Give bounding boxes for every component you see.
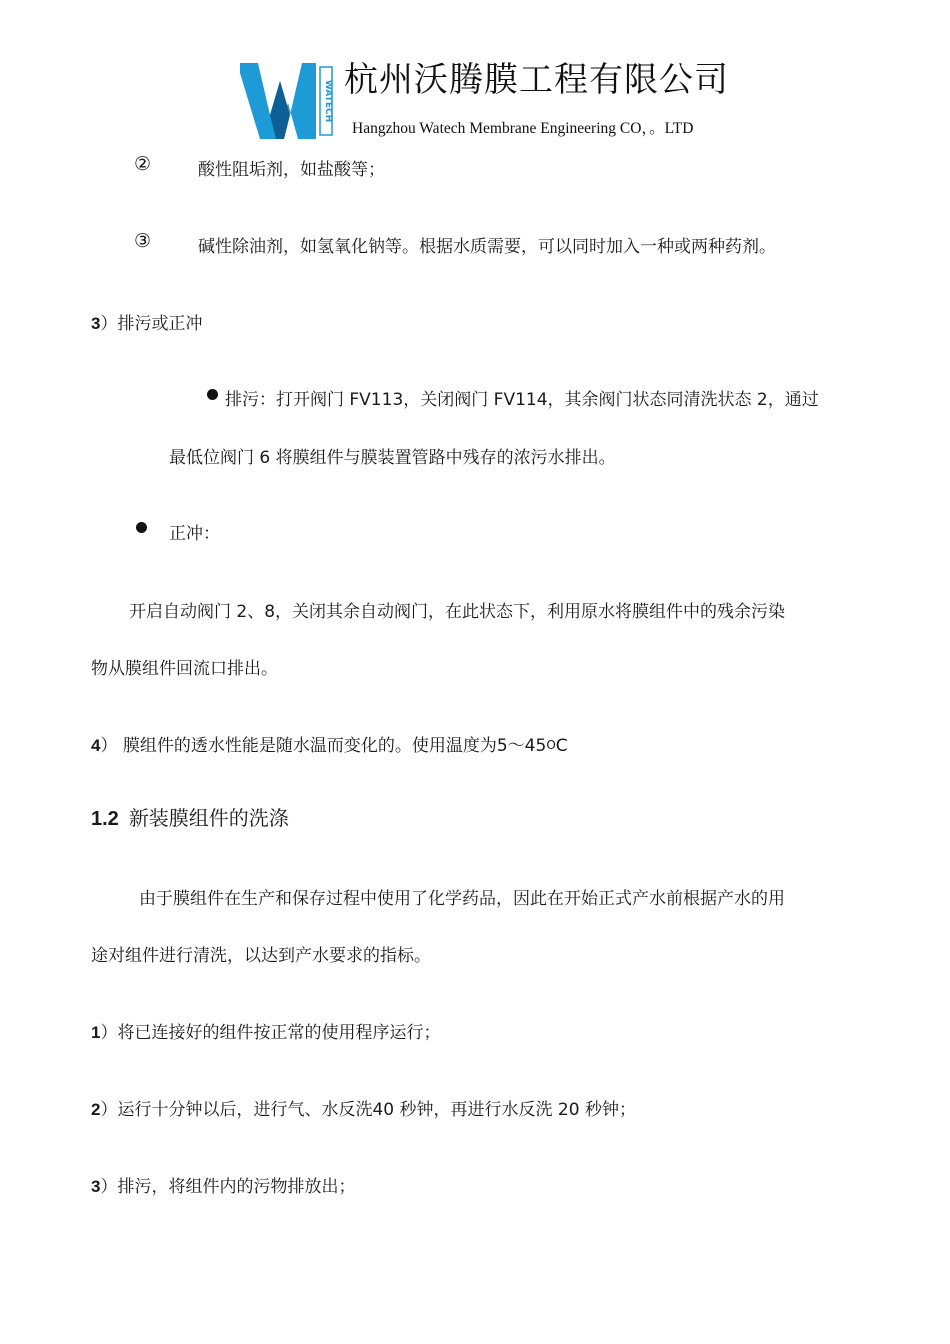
section-heading [91, 802, 289, 831]
step-text: ）将已连接好的组件按正常的使用程序运行； [100, 1023, 441, 1043]
company-name-cn: 杭州沃腾膜工程有限公司 [344, 60, 729, 100]
company-name-en: Hangzhou Watech Membrane Engineering CO，。LTD [352, 120, 694, 137]
intro-line-1: 由于膜组件在生产和保存过程中使用了化学药品，因此在开始正式产水前根据产水的用 [139, 889, 785, 909]
step-number: 3 [91, 1177, 101, 1196]
step-number: 1 [91, 1023, 101, 1042]
drain-line-1: 排污：打开阀门 FV113，关闭阀门 FV114，其余阀门状态同清洗状态 2，通过 [225, 390, 819, 410]
section-number: 1.2 [91, 808, 119, 830]
item-2-text: 酸性阻垢剂，如盐酸等； [198, 160, 385, 180]
item-2-marker: ② [134, 153, 152, 175]
list-item [91, 1018, 440, 1043]
step-text: ）运行十分钟以后，进行气、水反洗40 秒钟，再进行水反洗 20 秒钟； [100, 1100, 636, 1120]
step-4-number: 4 [91, 736, 101, 755]
item-3-marker: ③ [134, 230, 152, 252]
list-item [91, 1095, 636, 1120]
degree-symbol: O [546, 738, 556, 752]
section-title: 新装膜组件的洗涤 [128, 806, 289, 830]
step-4-text: ） 膜组件的透水性能是随水温而变化的。使用温度为5～45 [100, 736, 547, 756]
list-item [91, 1172, 355, 1197]
step-text: ）排污，将组件内的污物排放出； [100, 1177, 356, 1197]
logo-letters: WATECH [323, 79, 333, 123]
step-3-title: ）排污或正冲 [100, 314, 203, 334]
flush-line-2: 物从膜组件回流口排出。 [91, 659, 278, 679]
step-number: 2 [91, 1100, 101, 1119]
watech-logo [240, 63, 334, 139]
drain-line-2: 最低位阀门 6 将膜组件与膜装置管路中残存的浓污水排出。 [169, 448, 616, 468]
intro-line-2: 途对组件进行清洗，以达到产水要求的指标。 [91, 946, 431, 966]
bullet-icon [207, 389, 218, 400]
step-3-number: 3 [91, 314, 101, 333]
flush-line-1: 开启自动阀门 2、8，关闭其余自动阀门，在此状态下，利用原水将膜组件中的残余污染 [129, 602, 786, 622]
bullet-icon [136, 522, 147, 533]
step-3-heading [91, 309, 202, 334]
item-3-text: 碱性除油剂，如氢氧化钠等。根据水质需要，可以同时加入一种或两种药剂。 [198, 237, 776, 257]
temp-unit: C [555, 736, 568, 756]
flush-label: 正冲： [169, 524, 220, 544]
step-4-line [91, 731, 568, 756]
